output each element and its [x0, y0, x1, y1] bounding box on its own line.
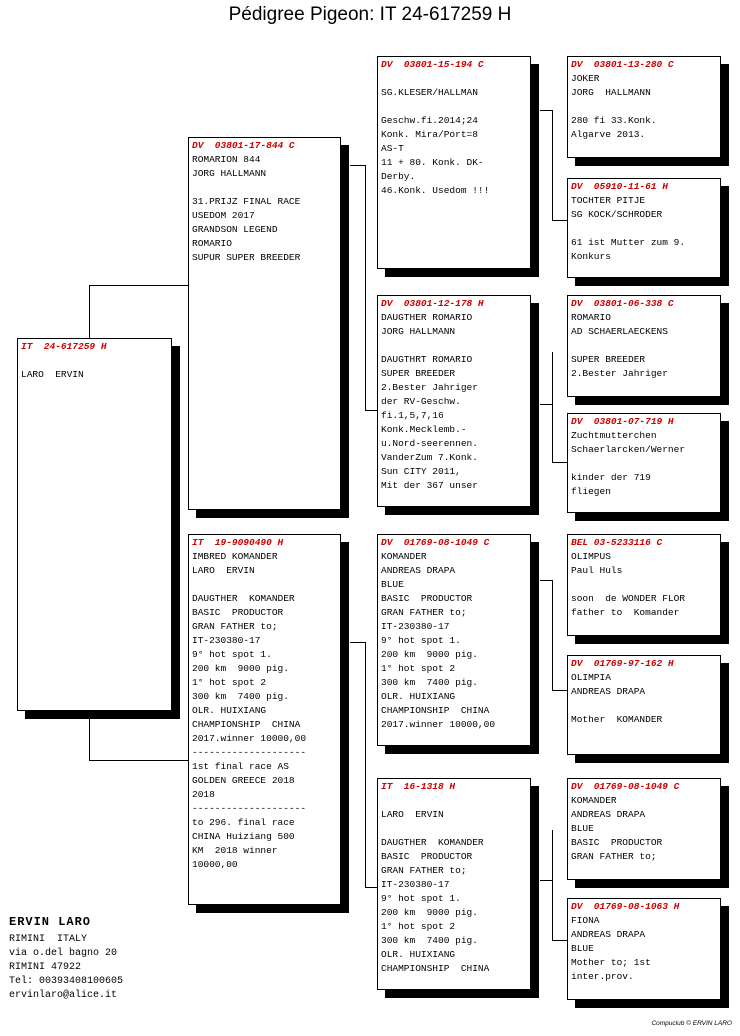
- pigeon-details: DAUGTHER ROMARIO JORG HALLMANN DAUGTHRT ROMARIO SUPER BREEDER 2.Bester Jahriger der RV-Geschw. fi.1,5,7,16 Konk.Mecklemb.- u.Nord-seerennen. VanderZum 7.Konk. Sun CITY 2011, Mit der 367 unser: [381, 312, 478, 491]
- pigeon-details: OLIMPIA ANDREAS DRAPA Mother KOMANDER: [571, 672, 663, 725]
- pigeon-details: KOMANDER ANDREAS DRAPA BLUE BASIC PRODUCTOR GRAN FATHER to;: [571, 795, 663, 862]
- pigeon-card-father-father[interactable]: [377, 56, 531, 269]
- pigeon-card-fmf[interactable]: [567, 295, 721, 397]
- breeder-info: [9, 915, 123, 1003]
- pigeon-details: LARO ERVIN: [21, 369, 84, 380]
- connector-line: [552, 220, 567, 221]
- connector-line: [365, 887, 377, 888]
- ring-number: DV 01769-97-162 H: [571, 658, 674, 669]
- pigeon-details: SG.KLESER/HALLMAN Geschw.fi.2014;24 Konk. Mira/Port=8 AS-T 11 + 80. Konk. DK- Derby. 46.Konk. Usedom !!!: [381, 87, 490, 196]
- ring-number: DV 03801-17-844 C: [192, 140, 295, 151]
- ring-number: BEL 03-5233116 C: [571, 537, 663, 548]
- ring-number: DV 01769-08-1049 C: [571, 781, 680, 792]
- ring-number: DV 03801-06-338 C: [571, 298, 674, 309]
- pigeon-card-mother-mother[interactable]: [377, 778, 531, 990]
- pigeon-card-subject[interactable]: [17, 338, 172, 711]
- pigeon-details: TOCHTER PITJE SG KOCK/SCHRODER 61 ist Mutter zum 9. Konkurs: [571, 195, 686, 262]
- ring-number: DV 03801-15-194 C: [381, 59, 484, 70]
- pigeon-details: OLIMPUS Paul Huls soon de WONDER FLOR father to Komander: [571, 551, 686, 618]
- connector-line: [365, 642, 366, 887]
- pigeon-card-fmm[interactable]: [567, 413, 721, 513]
- connector-line: [552, 690, 567, 691]
- connector-line: [552, 580, 553, 690]
- ring-number: DV 03801-13-280 C: [571, 59, 674, 70]
- connector-line: [89, 285, 90, 340]
- connector-line: [552, 462, 567, 463]
- ring-number: IT 19-9090490 H: [192, 537, 284, 548]
- connector-line: [552, 830, 553, 940]
- ring-number: DV 03801-07-719 H: [571, 416, 674, 427]
- pigeon-card-fff[interactable]: [567, 56, 721, 158]
- breeder-address-line: RIMINI ITALY: [9, 934, 88, 945]
- ring-number: IT 24-617259 H: [21, 341, 107, 352]
- page-title: Pédigree Pigeon: IT 24-617259 H: [228, 4, 512, 25]
- connector-line: [540, 880, 552, 881]
- pigeon-card-mother-father[interactable]: [377, 534, 531, 746]
- connector-line: [552, 110, 553, 220]
- pigeon-card-mfm[interactable]: [567, 655, 721, 755]
- ring-number: DV 05910-11-61 H: [571, 181, 668, 192]
- credit-footer: Compuclub © ERVIN LARO: [651, 1020, 732, 1027]
- connector-line: [365, 165, 366, 410]
- pigeon-details: FIONA ANDREAS DRAPA BLUE Mother to; 1st inter.prov.: [571, 915, 651, 982]
- pigeon-details: LARO ERVIN DAUGTHER KOMANDER BASIC PRODUCTOR GRAN FATHER to; IT-230380-17 9° hot spot 1. 200 km 9000 pig. 1° hot spot 2 300 km 7400 pig. OLR. HUIXIANG CHAMPIONSHIP CHINA: [381, 809, 490, 974]
- pigeon-details: IMBRED KOMANDER LARO ERVIN DAUGTHER KOMANDER BASIC PRODUCTOR GRAN FATHER to; IT-230380-17 9° hot spot 1. 200 km 9000 pig. 1° hot spot 2 300 km 7400 pig. OLR. HUIXIANG CHAMPIONSHIP CHINA 2017.winner 10000,00 -------------------- 1st final race AS GOLDEN GREECE 2018 2018 -------------------- to 296. final race CHINA Huiziang 500 KM 2018 winner 10000,00: [192, 551, 307, 870]
- breeder-phone: Tel: 00393408100605: [9, 976, 124, 987]
- pigeon-details: ROMARIO AD SCHAERLAECKENS SUPER BREEDER 2.Bester Jahriger: [571, 312, 668, 379]
- pigeon-card-mother[interactable]: [188, 534, 341, 905]
- pigeon-card-ffm[interactable]: [567, 178, 721, 278]
- connector-line: [552, 352, 553, 462]
- breeder-address-line: RIMINI 47922: [9, 962, 82, 973]
- pigeon-card-father-mother[interactable]: [377, 295, 531, 507]
- pigeon-card-mmf[interactable]: [567, 778, 721, 880]
- connector-line: [552, 940, 567, 941]
- pigeon-card-mmm[interactable]: [567, 898, 721, 1000]
- ring-number: DV 01769-08-1063 H: [571, 901, 680, 912]
- pigeon-details: JOKER JORG HALLMANN 280 fi 33.Konk. Algarve 2013.: [571, 73, 657, 140]
- connector-line: [89, 285, 188, 286]
- connector-line: [350, 165, 365, 166]
- pigeon-details: Zuchtmutterchen Schaerlarcken/Werner kinder der 719 fliegen: [571, 430, 686, 497]
- connector-line: [350, 642, 365, 643]
- breeder-email[interactable]: ervinlaro@alice.it: [9, 990, 118, 1001]
- breeder-name: ERVIN LARO: [9, 915, 92, 929]
- ring-number: DV 01769-08-1049 C: [381, 537, 490, 548]
- connector-line: [89, 710, 90, 760]
- ring-number: IT 16-1318 H: [381, 781, 456, 792]
- connector-line: [540, 580, 552, 581]
- connector-line: [540, 404, 552, 405]
- breeder-address-line: via o.del bagno 20: [9, 948, 118, 959]
- pigeon-details: ROMARION 844 JORG HALLMANN 31.PRIJZ FINAL RACE USEDOM 2017 GRANDSON LEGEND ROMARIO SUPUR SUPER BREEDER: [192, 154, 301, 263]
- connector-line: [540, 110, 552, 111]
- pigeon-card-mff[interactable]: [567, 534, 721, 636]
- ring-number: DV 03801-12-178 H: [381, 298, 484, 309]
- pigeon-details: KOMANDER ANDREAS DRAPA BLUE BASIC PRODUCTOR GRAN FATHER to; IT-230380-17 9° hot spot 1. 200 km 9000 pig. 1° hot spot 2 300 km 7400 pig. OLR. HUIXIANG CHAMPIONSHIP CHINA 2017.winner 10000,00: [381, 551, 496, 730]
- connector-line: [89, 760, 188, 761]
- connector-line: [365, 410, 377, 411]
- pigeon-card-father[interactable]: [188, 137, 341, 510]
